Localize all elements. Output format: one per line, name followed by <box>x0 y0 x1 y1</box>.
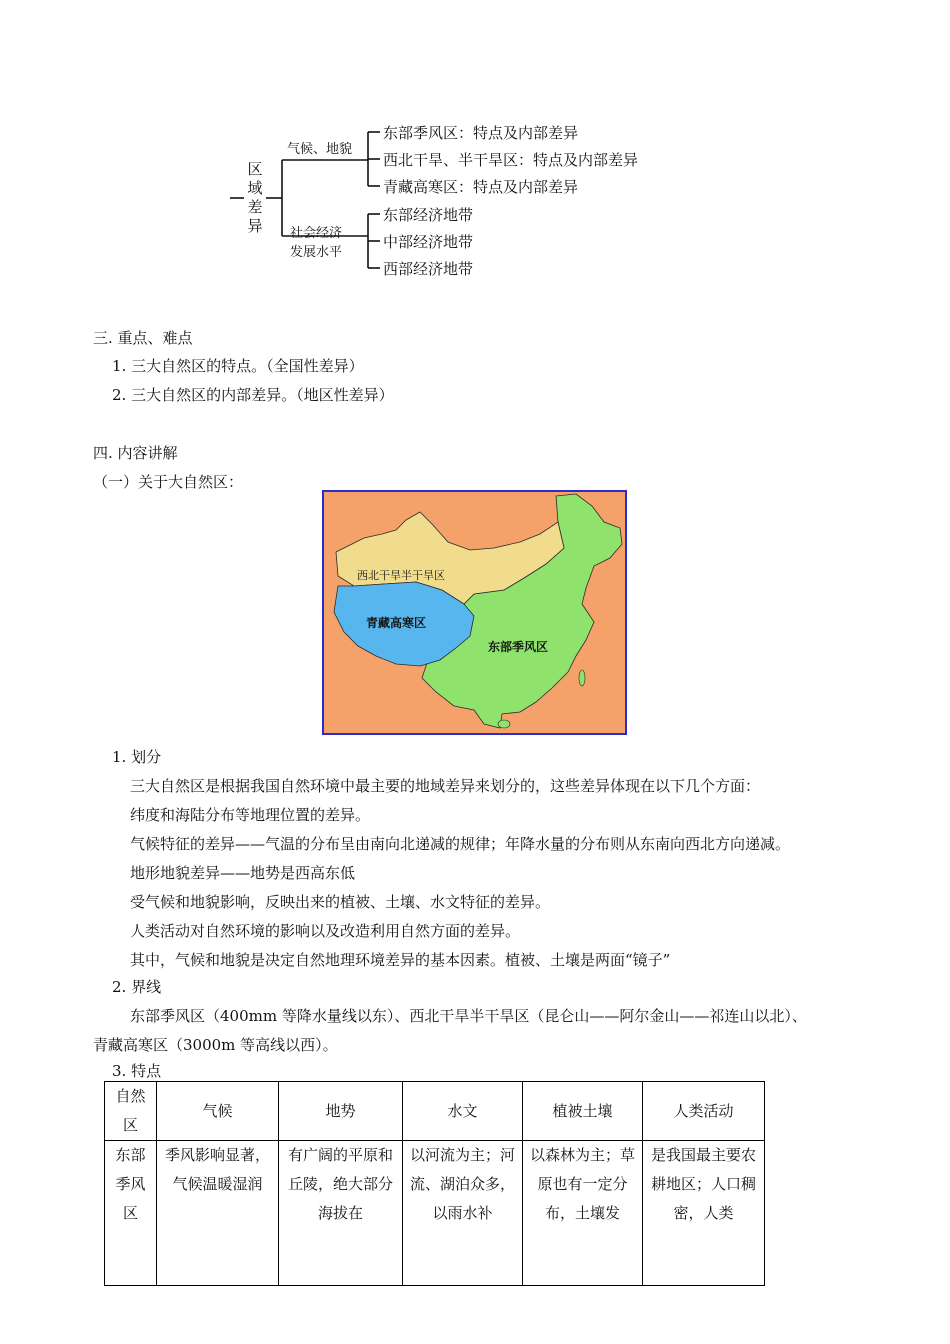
section3-item-2: 2. 三大自然区的内部差异。（地区性差异） <box>112 386 394 404</box>
diagram-item-east-economy: 东部经济地带 <box>383 206 474 224</box>
table-cell: 有广阔的平原和丘陵，绝大部分海拔在 <box>279 1141 403 1286</box>
diagram-branch-climate: 气候、地貌 <box>287 142 353 157</box>
part1-heading: 1. 划分 <box>112 748 162 766</box>
diagram-branch-economy-line1: 社会经济 <box>290 226 343 241</box>
features-table <box>104 1081 765 1286</box>
table-cell: 以河流为主；河流、湖泊众多，以雨水补 <box>403 1141 523 1286</box>
table-header-cell: 地势 <box>279 1082 403 1141</box>
map-label-tibet: 青藏高寒区 <box>366 616 427 630</box>
section3-item-1: 1. 三大自然区的特点。（全国性差异） <box>112 357 364 375</box>
table-header-cell: 气候 <box>157 1082 279 1141</box>
map-taiwan-island <box>579 670 585 686</box>
part1-paragraph-2: 纬度和海陆分布等地理位置的差异。 <box>130 806 371 824</box>
part3-heading: 3. 特点 <box>112 1062 162 1080</box>
part1-paragraph-1: 三大自然区是根据我国自然环境中最主要的地域差异来划分的，这些差异体现在以下几个方面： <box>130 777 761 795</box>
diagram-root: 区域差异 <box>247 160 263 235</box>
table-cell: 是我国最主要农耕地区；人口稠密，人类 <box>643 1141 765 1286</box>
diagram-item-northwest: 西北干旱、半干旱区：特点及内部差异 <box>383 151 639 169</box>
map-hainan-island <box>498 720 510 728</box>
table-header-cell: 植被土壤 <box>523 1082 643 1141</box>
map-label-northwest: 西北干旱半干旱区 <box>357 569 445 582</box>
map-label-east: 东部季风区 <box>488 640 549 654</box>
diagram-item-west-economy: 西部经济地带 <box>383 260 474 278</box>
part1-paragraph-4: 地形地貌差异——地势是西高东低 <box>130 864 356 882</box>
table-cell: 以森林为主；草原也有一定分布，土壤发 <box>523 1141 643 1286</box>
part1-paragraph-7: 其中，气候和地貌是决定自然地理环境差异的基本因素。植被、土壤是两面“镜子” <box>130 951 671 969</box>
table-header-cell: 自然区 <box>105 1082 157 1141</box>
part1-paragraph-6: 人类活动对自然环境的影响以及改造利用自然方面的差异。 <box>130 922 521 940</box>
diagram-item-tibet: 青藏高寒区：特点及内部差异 <box>383 178 579 196</box>
table-cell: 季风影响显著，气候温暖湿润 <box>157 1141 279 1286</box>
section4-subheading: （一）关于大自然区： <box>93 473 244 491</box>
map-graphic <box>324 492 625 733</box>
table-header-row <box>105 1082 765 1141</box>
table-header-cell: 水文 <box>403 1082 523 1141</box>
diagram-branch-economy-line2: 发展水平 <box>290 245 343 260</box>
table-row <box>105 1141 765 1286</box>
natural-regions-map <box>322 490 627 735</box>
section3-heading: 三. 重点、难点 <box>93 329 193 347</box>
diagram-item-east-monsoon: 东部季风区：特点及内部差异 <box>383 124 579 142</box>
section4-heading: 四. 内容讲解 <box>93 444 178 462</box>
table-header-cell: 人类活动 <box>643 1082 765 1141</box>
part2-heading: 2. 界线 <box>112 978 162 996</box>
part2-line-1: 东部季风区（400mm 等降水量线以东）、西北干旱半干旱区（昆仑山——阿尔金山——祁连山以北）、 <box>130 1007 807 1025</box>
table-cell: 东部季风区 <box>105 1141 157 1286</box>
part1-paragraph-5: 受气候和地貌影响，反映出来的植被、土壤、水文特征的差异。 <box>130 893 551 911</box>
region-difference-diagram <box>230 100 690 300</box>
part1-paragraph-3: 气候特征的差异——气温的分布呈由南向北递减的规律；年降水量的分布则从东南向西北方向递减。 <box>130 835 791 853</box>
diagram-item-central-economy: 中部经济地带 <box>383 233 474 251</box>
part2-line-2: 青藏高寒区（3000m 等高线以西）。 <box>93 1036 338 1054</box>
